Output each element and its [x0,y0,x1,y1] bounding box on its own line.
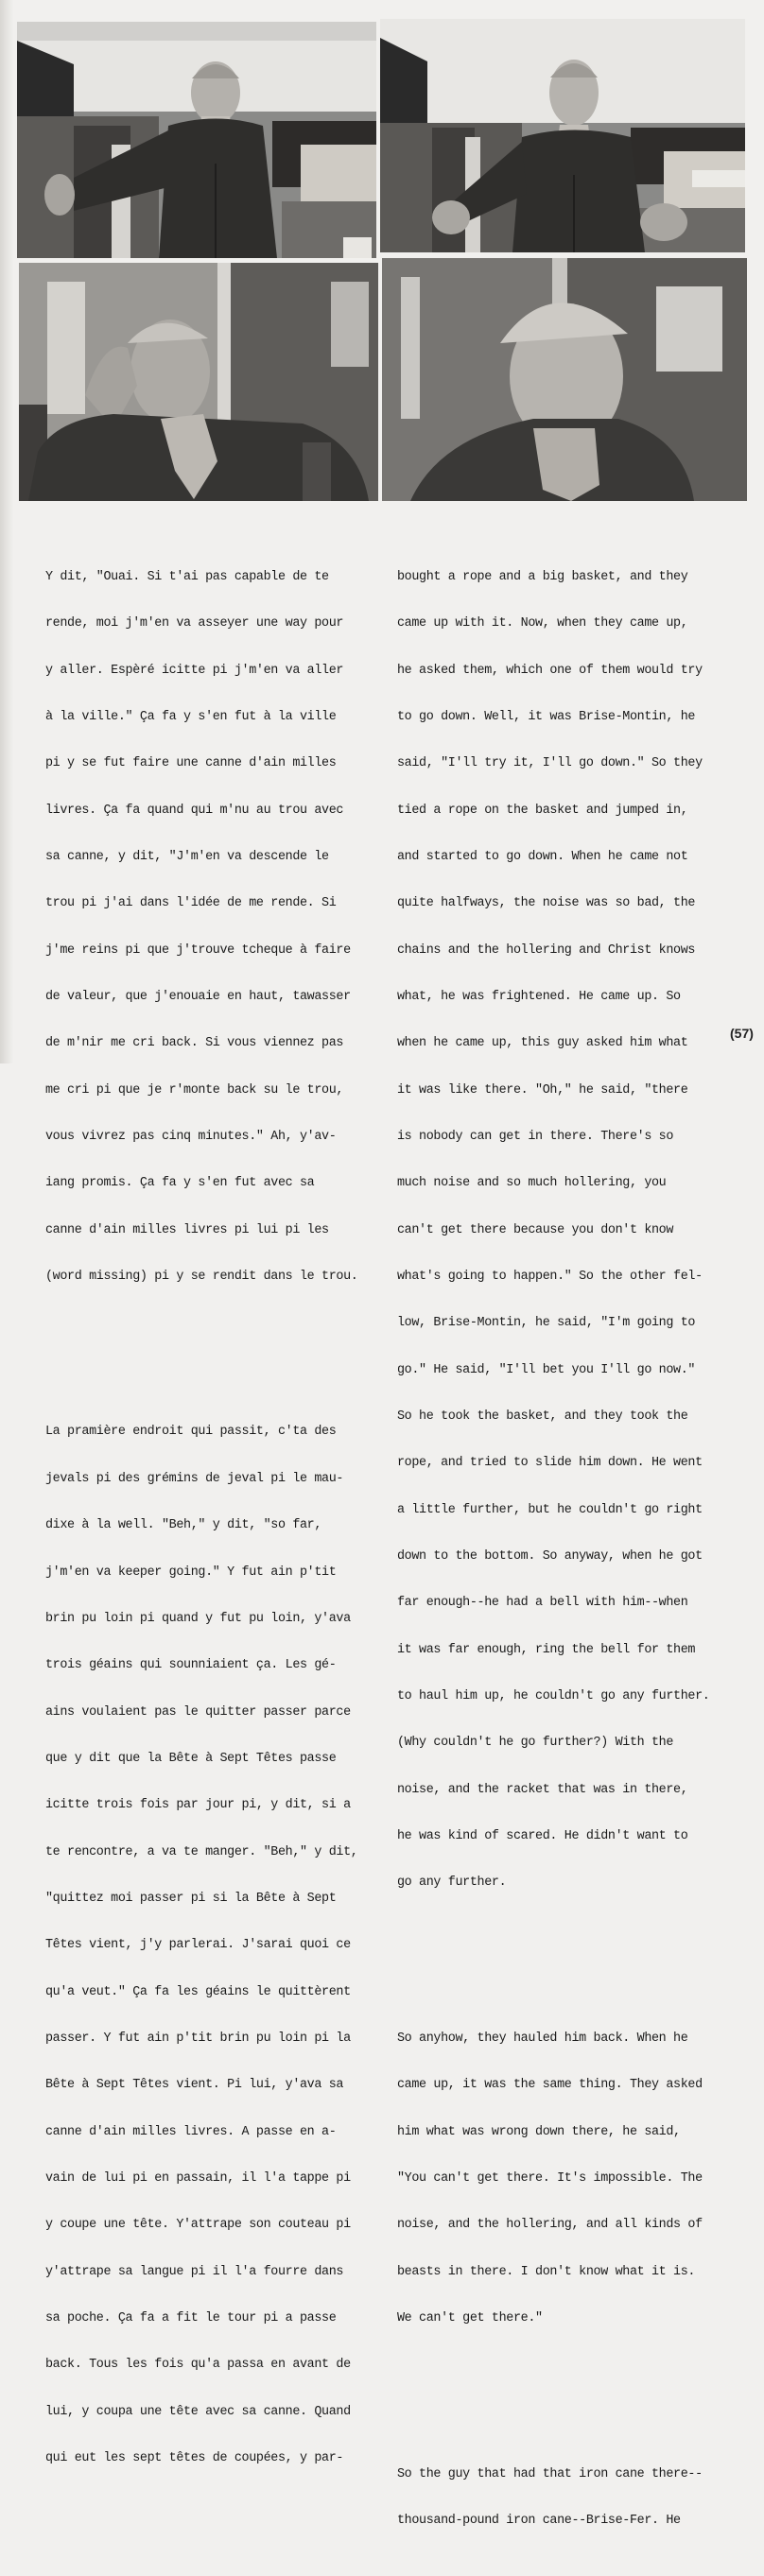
text-line: it was like there. "Oh," he said, "there [397,1082,688,1098]
text-line: qui eut les sept têtes de coupées, y par- [45,2451,344,2466]
text-line: to haul him up, he couldn't go any further. [397,1689,710,1704]
text-line: "quittez moi passer pi si la Bête à Sept [45,1891,337,1906]
text-line: came up, it was the same thing. They asked [397,2078,703,2093]
text-line: jevals pi des grémins de jeval pi le mau- [45,1471,344,1486]
text-line: said, "I'll try it, I'll go down." So they [397,756,703,771]
text-line: me cri pi que je r'monte back su le trou, [45,1082,344,1098]
text-line: vous vivrez pas cinq minutes." Ah, y'av- [45,1129,337,1144]
text-line: canne d'ain milles livres pi lui pi les [45,1222,329,1237]
text-line: chains and the hollering and Christ knows [397,942,696,958]
text-line: down to the bottom. So anyway, when he got [397,1549,703,1565]
text-line: passer. Y fut ain p'tit brin pu loin pi la [45,2031,351,2046]
text-line: far enough--he had a bell with him--when [397,1596,688,1611]
photo-man-standing-arms-out-2 [380,19,745,252]
text-line: tied a rope on the basket and jumped in, [397,803,688,818]
text-line: beasts in there. I don't know what it is. [397,2264,696,2279]
text-line: iang promis. Ça fa y s'en fut avec sa [45,1176,315,1191]
page-number: (57) [730,1026,754,1041]
paragraph [397,2436,749,2561]
text-line: lui, y coupa une tête avec sa canne. Quand [45,2404,351,2419]
paragraph-gap [397,2389,749,2404]
text-line: (word missing) pi y se rendit dans le trou. [45,1269,358,1284]
text-line: rende, moi j'm'en va asseyer une way pour [45,616,344,631]
text-line: brin pu loin pi quand y fut pu loin, y'ava [45,1611,351,1626]
text-line: y coupe une tête. Y'attrape son couteau pi [45,2218,351,2233]
text-line: sa poche. Ça fa a fit le tour pi a passe [45,2311,337,2325]
photo-man-hand-on-head [19,263,378,501]
text-line: much noise and so much hollering, you [397,1176,667,1191]
text-line: So the guy that had that iron cane there-- [397,2466,703,2481]
text-line: noise, and the racket that was in there, [397,1782,688,1797]
text-line: he asked them, which one of them would try [397,663,703,678]
text-line: de m'nir me cri back. Si vous viennez pas [45,1036,344,1051]
text-line: him what was wrong down there, he said, [397,2124,681,2139]
text-line: low, Brise-Montin, he said, "I'm going to [397,1316,696,1331]
text-line: vain de lui pi en passain, il l'a tappe pi [45,2170,351,2186]
text-line: à la ville." Ça fa y s'en fut à la ville [45,709,337,724]
text-line: he was kind of scared. He didn't want to [397,1829,688,1844]
photo-man-standing-arms-out-1 [17,22,376,258]
text-line: rope, and tried to slide him down. He went [397,1456,703,1471]
text-line: dixe à la well. "Beh," y dit, "so far, [45,1518,322,1533]
text-line: y'attrape sa langue pi il l'a fourre dans [45,2264,344,2279]
page-edge [0,0,13,1063]
text-line: trois géains qui sounniaient ça. Les gé- [45,1658,337,1673]
text-line: it was far enough, ring the bell for them [397,1642,696,1657]
text-line: when he came up, this guy asked him what [397,1036,688,1051]
text-line: and started to go down. When he came not [397,849,688,864]
text-line: qu'a veut." Ça fa les géains le quittèrent [45,1984,351,1999]
text-column-left [45,508,386,2514]
text-line: a little further, but he couldn't go right [397,1502,703,1517]
paragraph-gap [45,1347,386,1362]
text-line: thousand-pound iron cane--Brise-Fer. He [397,2513,681,2528]
text-line: "You can't get there. It's impossible. The [397,2170,703,2186]
text-line: what, he was frightened. He came up. So [397,989,681,1004]
text-line: So he took the basket, and they took the [397,1409,688,1424]
paragraph [45,539,386,1316]
text-line: j'me reins pi que j'trouve tcheque à faire [45,942,351,958]
text-line: go any further. [397,1876,507,1891]
text-line: can't get there because you don't know [397,1222,674,1237]
paragraph [397,539,749,1923]
text-line: canne d'ain milles livres. A passe en a- [45,2124,337,2139]
text-line: go." He said, "I'll bet you I'll go now." [397,1362,696,1377]
text-line: noise, and the hollering, and all kinds of [397,2218,703,2233]
text-line: livres. Ça fa quand qui m'nu au trou avec [45,803,344,818]
text-line: what's going to happen." So the other fel- [397,1269,703,1284]
text-line: is nobody can get in there. There's so [397,1129,674,1144]
text-line: Y dit, "Ouai. Si t'ai pas capable de te [45,569,329,584]
text-line: sa canne, y dit, "J'm'en va descende le [45,849,329,864]
text-line: te rencontre, a va te manger. "Beh," y dit, [45,1844,358,1859]
text-column-right [397,508,749,2576]
text-line: j'm'en va keeper going." Y fut ain p'tit [45,1565,337,1580]
text-line: So anyhow, they hauled him back. When he [397,2031,688,2046]
text-line: icitte trois fois par jour pi, y dit, si a [45,1798,351,1813]
text-line: de valeur, que j'enouaie en haut, tawasser [45,989,351,1004]
text-line: La pramière endroit qui passit, c'ta des [45,1425,337,1440]
text-line: que y dit que la Bête à Sept Têtes passe [45,1751,337,1766]
text-line: Bête à Sept Têtes vient. Pi lui, y'ava sa [45,2078,344,2093]
text-line: quite halfways, the noise was so bad, the [397,896,696,911]
photo-man-smiling [382,258,747,501]
text-line: (Why couldn't he go further?) With the [397,1736,674,1751]
paragraph-gap [397,1954,749,1969]
text-line: trou pi j'ai dans l'idée de me rende. Si [45,896,337,911]
text-line: to go down. Well, it was Brise-Montin, he [397,709,696,724]
text-line: bought a rope and a big basket, and they [397,569,688,584]
text-line: We can't get there." [397,2311,543,2325]
text-line: Têtes vient, j'y parlerai. J'sarai quoi ce [45,1938,351,1953]
text-line: y aller. Espèré icitte pi j'm'en va aller [45,663,344,678]
paragraph [45,1394,386,2498]
text-line: ains voulaient pas le quitter passer parce [45,1704,351,1720]
text-line: pi y se fut faire une canne d'ain milles [45,756,337,771]
text-line: came up with it. Now, when they came up, [397,616,688,631]
paragraph [397,2000,749,2358]
text-line: back. Tous les fois qu'a passa en avant de [45,2358,351,2373]
